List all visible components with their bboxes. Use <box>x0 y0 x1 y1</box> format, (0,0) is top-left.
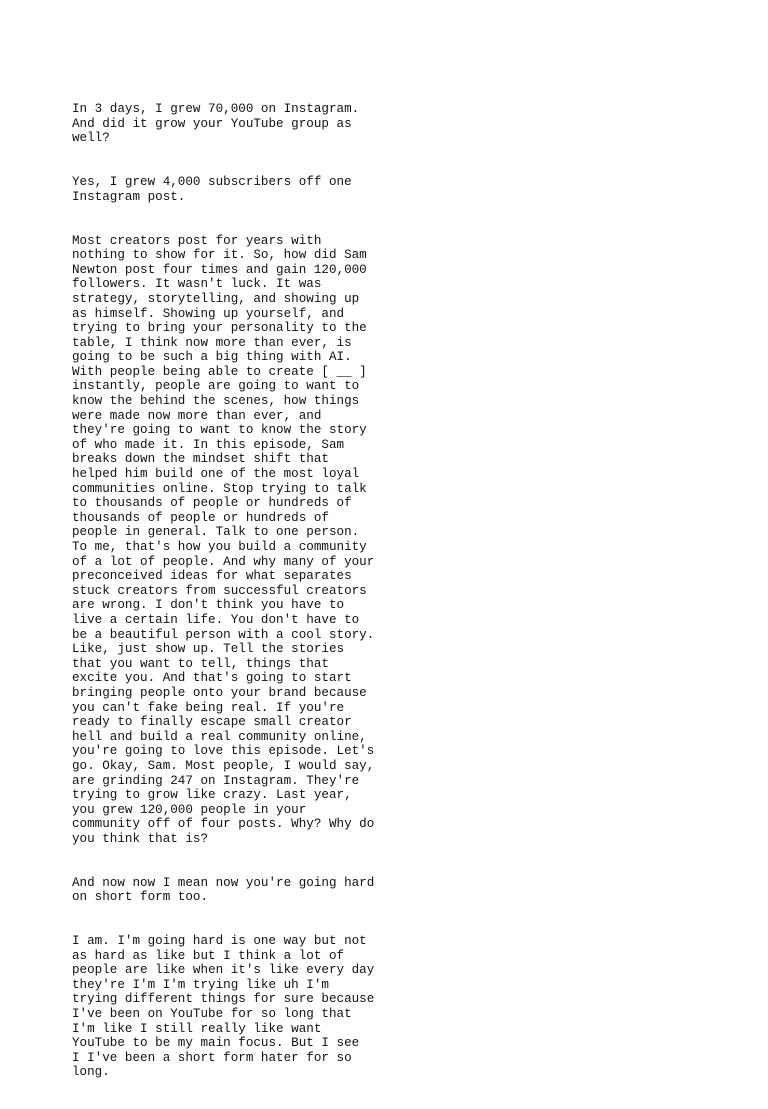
transcript-text <box>72 73 382 1109</box>
transcript-paragraph-1: In 3 days, I grew 70,000 on Instagram. And did it grow your YouTube group as well? <box>72 102 360 146</box>
transcript-paragraph-4: And now now I mean now you're going hard on short form too. <box>72 875 375 905</box>
transcript-paragraph-5: I am. I'm going hard is one way but not as hard as like but I think a lot of people are like when it's like every day they're I'm I'm trying like uh I'm trying different things for sure because I've been on YouTube for so long that I'm like I still really like want YouTube to be my main focus. But I see I I've been a short form hater for so long. <box>72 934 375 1080</box>
transcript-paragraph-2: Yes, I grew 4,000 subscribers off one Instagram post. <box>72 175 352 204</box>
transcript-paragraph-3: Most creators post for years with nothing to show for it. So, how did Sam Newton post four times and gain 120,000 followers. It wasn't luck. It was strategy, storytelling, and showing up as himself. Showing up yourself, and trying to bring your personality to the table, I think now more than ever, is going to be such a big thing with AI. With people being able to create [ __ ] instantly, people are going to want to know the behind the scenes, how things were made now more than ever, and they're going to want to know the story of who made it. In this episode, Sam breaks down the mindset shift that helped him build one of the most loyal communities online. Stop trying to talk to thousands of people or hundreds of thousands of people or hundreds of people in general. Talk to one person. To me, that's how you build a community of a lot of people. And why many of your preconceived ideas for what separates stuck creators from successful creators are wrong. I don't think you have to live a certain life. You don't have to be a beautiful person with a cool story. Like, just show up. Tell the stories that you want to tell, things that excite you. And that's going to start bringing people onto your brand because you can't fake being real. If you're ready to finally escape small creator hell and build a real community online, you're going to love this episode. Let's go. Okay, Sam. Most people, I would say, are grinding 247 on Instagram. They're trying to grow like crazy. Last year, you grew 120,000 people in your community off of four posts. Why? Why do you think that is? <box>72 233 375 846</box>
